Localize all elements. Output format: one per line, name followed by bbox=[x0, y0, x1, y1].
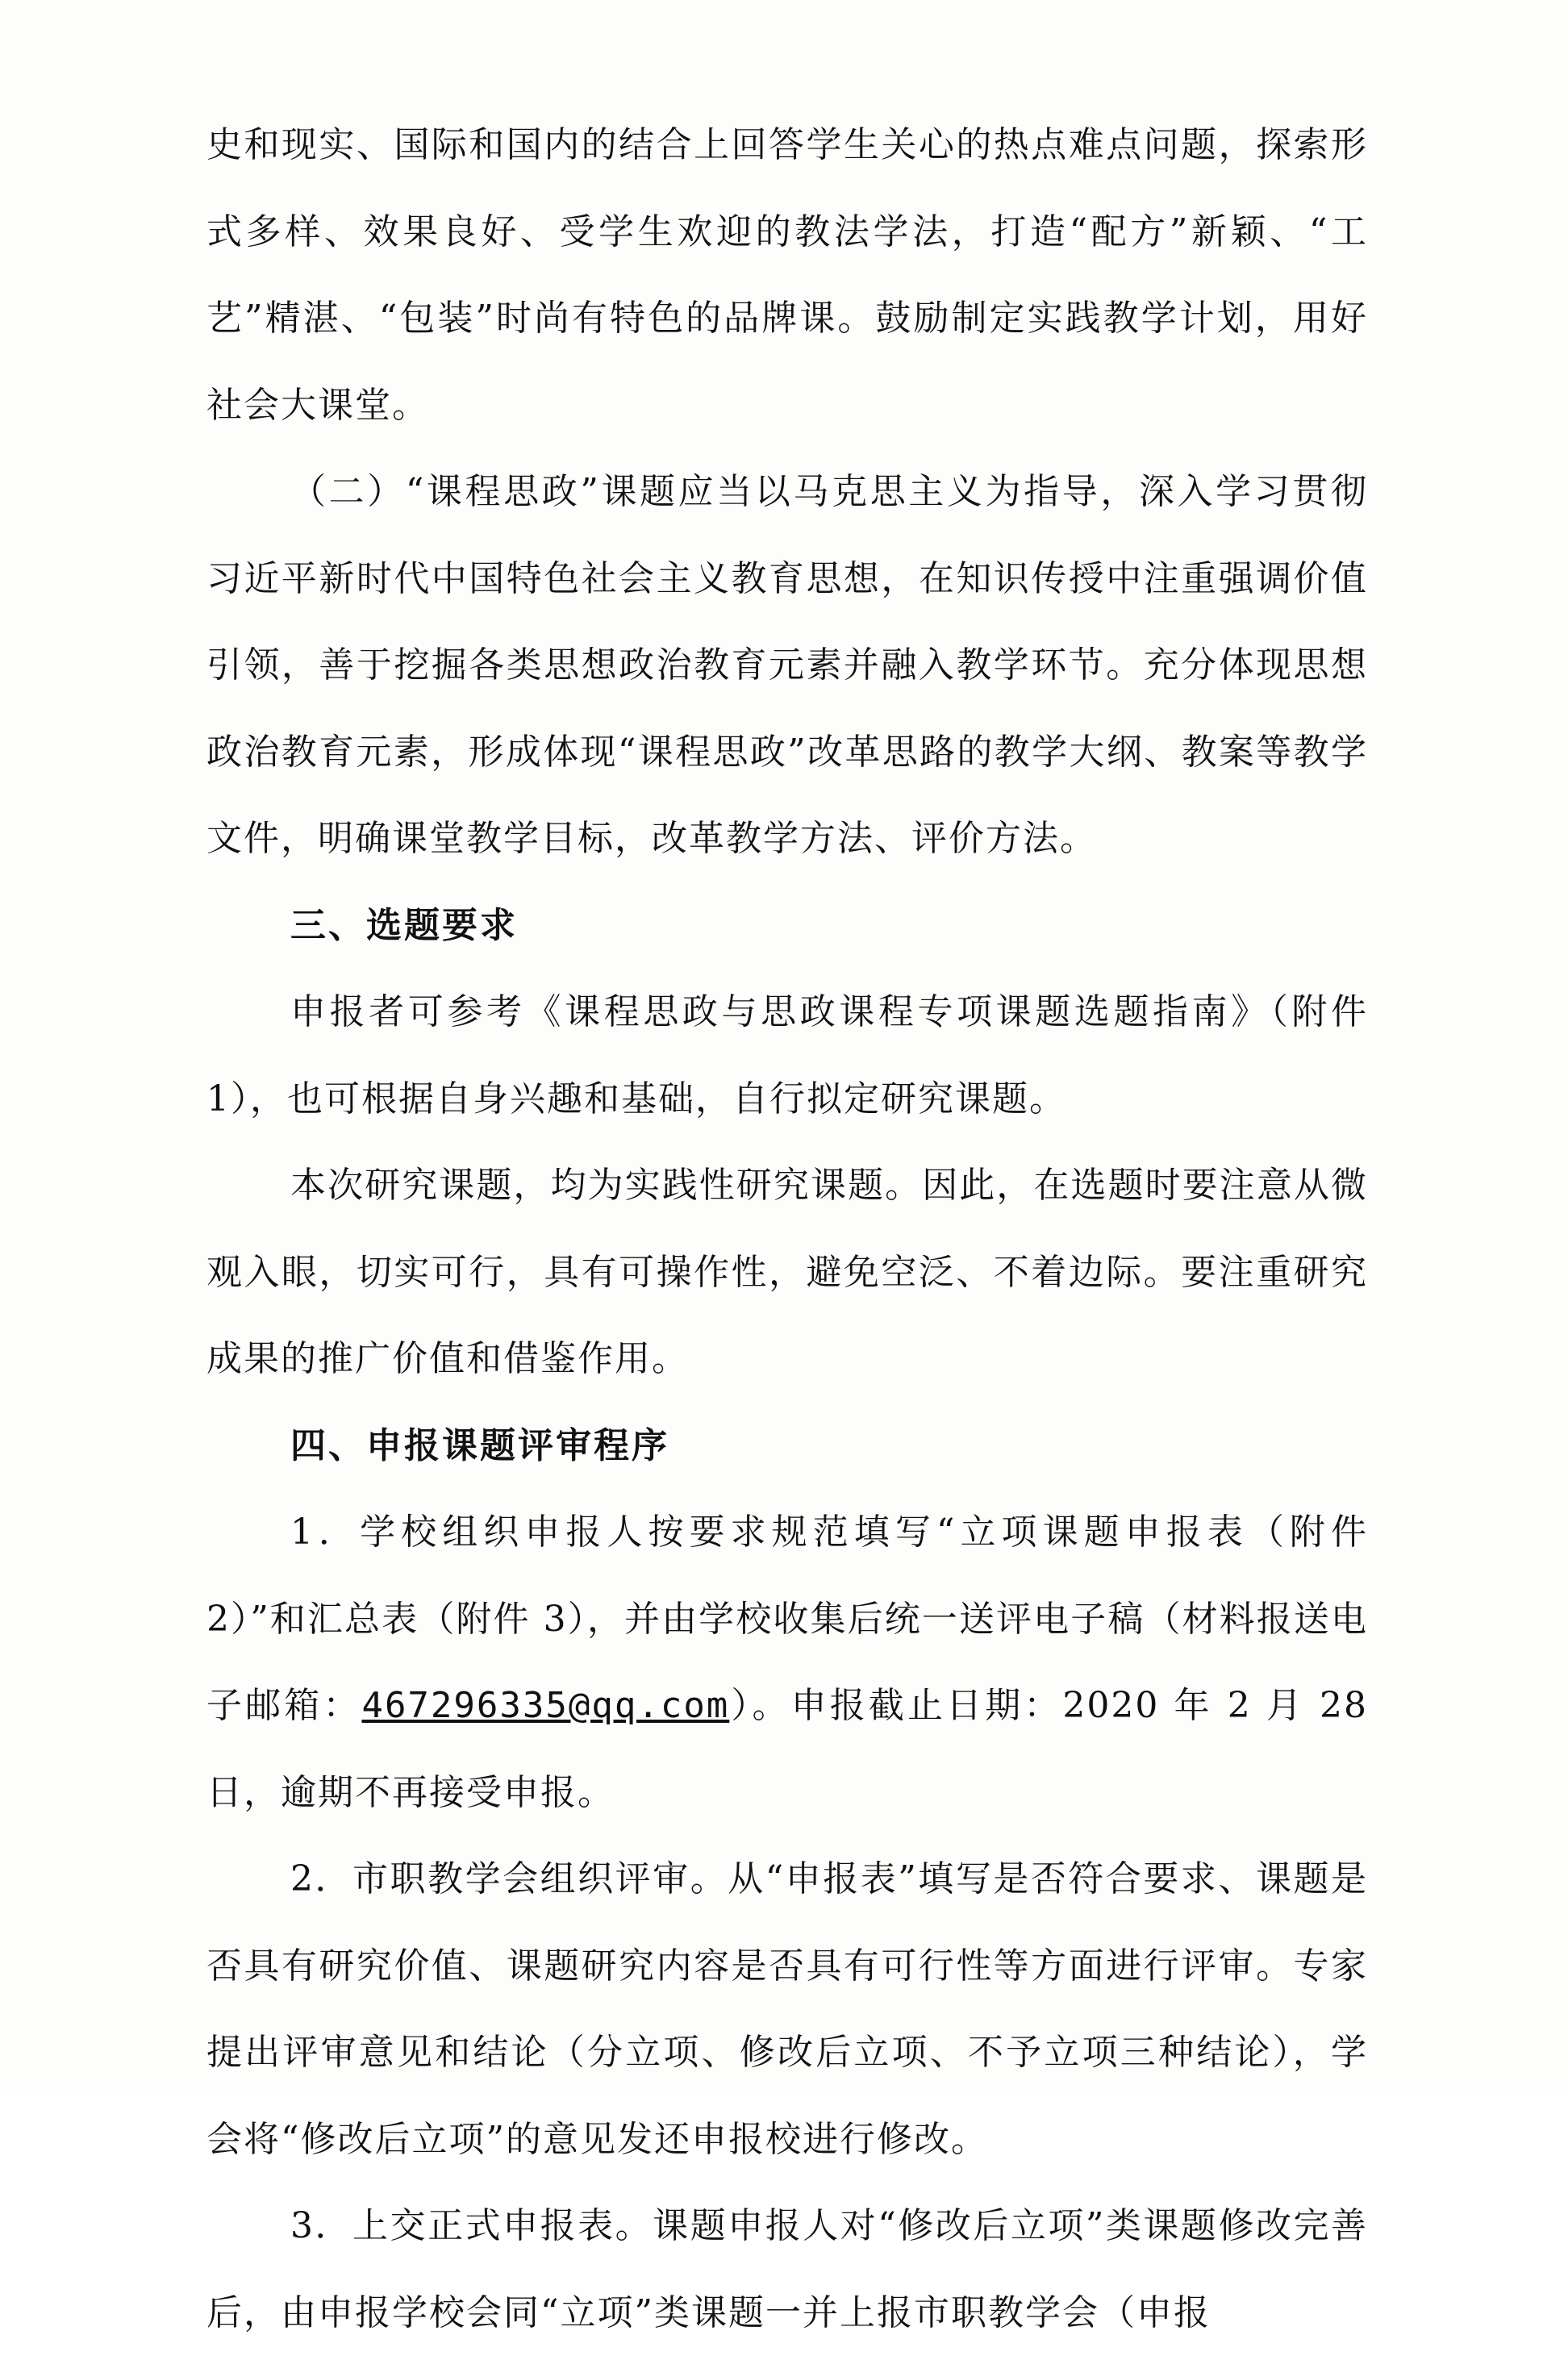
paragraph-topic-guide: 申报者可参考《课程思政与思政课程专项课题选题指南》（附件1），也可根据自身兴趣和基础，自行拟定研究课题。 bbox=[206, 991, 1368, 1120]
heading-topic-requirements: 三、选题要求 bbox=[290, 904, 518, 946]
step-1-text-after: ）。申报截止日期：2020 年 2 月 28 日，逾期不再接受申报。 bbox=[206, 1685, 1369, 1813]
paragraph-course-ideology: （二）“课程思政”课题应当以马克思主义为指导，深入学习贯彻习近平新时代中国特色社会主义教育思想，在知识传授中注重强调价值引领，善于挖掘各类思想政治教育元素并融入教学环节。充分体现思想政治教育元素，形成体现“课程思政”改革思路的教学大纲、教案等教学文件，明确课堂教学目标，改革教学方法、评价方法。 bbox=[206, 471, 1368, 859]
document-body bbox=[206, 102, 1368, 2356]
paragraph-practical-research: 本次研究课题，均为实践性研究课题。因此，在选题时要注意从微观入眼，切实可行，具有可操作性，避免空泛、不着边际。要注重研究成果的推广价值和借鉴作用。 bbox=[206, 1165, 1368, 1379]
heading-review-procedure: 四、申报课题评审程序 bbox=[290, 1424, 669, 1466]
paragraph-step-1 bbox=[206, 1489, 1368, 1836]
paragraph-step-3: 3．上交正式申报表。课题申报人对“修改后立项”类课题修改完善后，由申报学校会同“立项”类课题一并上报市职教学会（申报 bbox=[206, 2205, 1368, 2333]
step-1-text-before: 1．学校组织申报人按要求规范填写“立项课题申报表（附件 2）”和汇总表（附件 3），并由学校收集后统一送评电子稿（材料报送电子邮箱： bbox=[206, 1512, 1368, 1726]
paragraph-step-2: 2．市职教学会组织评审。从“申报表”填写是否符合要求、课题是否具有研究价值、课题研究内容是否具有可行性等方面进行评审。专家提出评审意见和结论（分立项、修改后立项、不予立项三种结论），学会将“修改后立项”的意见发还申报校进行修改。 bbox=[206, 1858, 1368, 2160]
paragraph-teaching-methods: 史和现实、国际和国内的结合上回答学生关心的热点难点问题，探索形式多样、效果良好、受学生欢迎的教法学法，打造“配方”新颖、“工艺”精湛、“包装”时尚有特色的品牌课。鼓励制定实践教学计划，用好社会大课堂。 bbox=[206, 124, 1368, 426]
email-address: 467296335@qq.com bbox=[361, 1685, 730, 1726]
